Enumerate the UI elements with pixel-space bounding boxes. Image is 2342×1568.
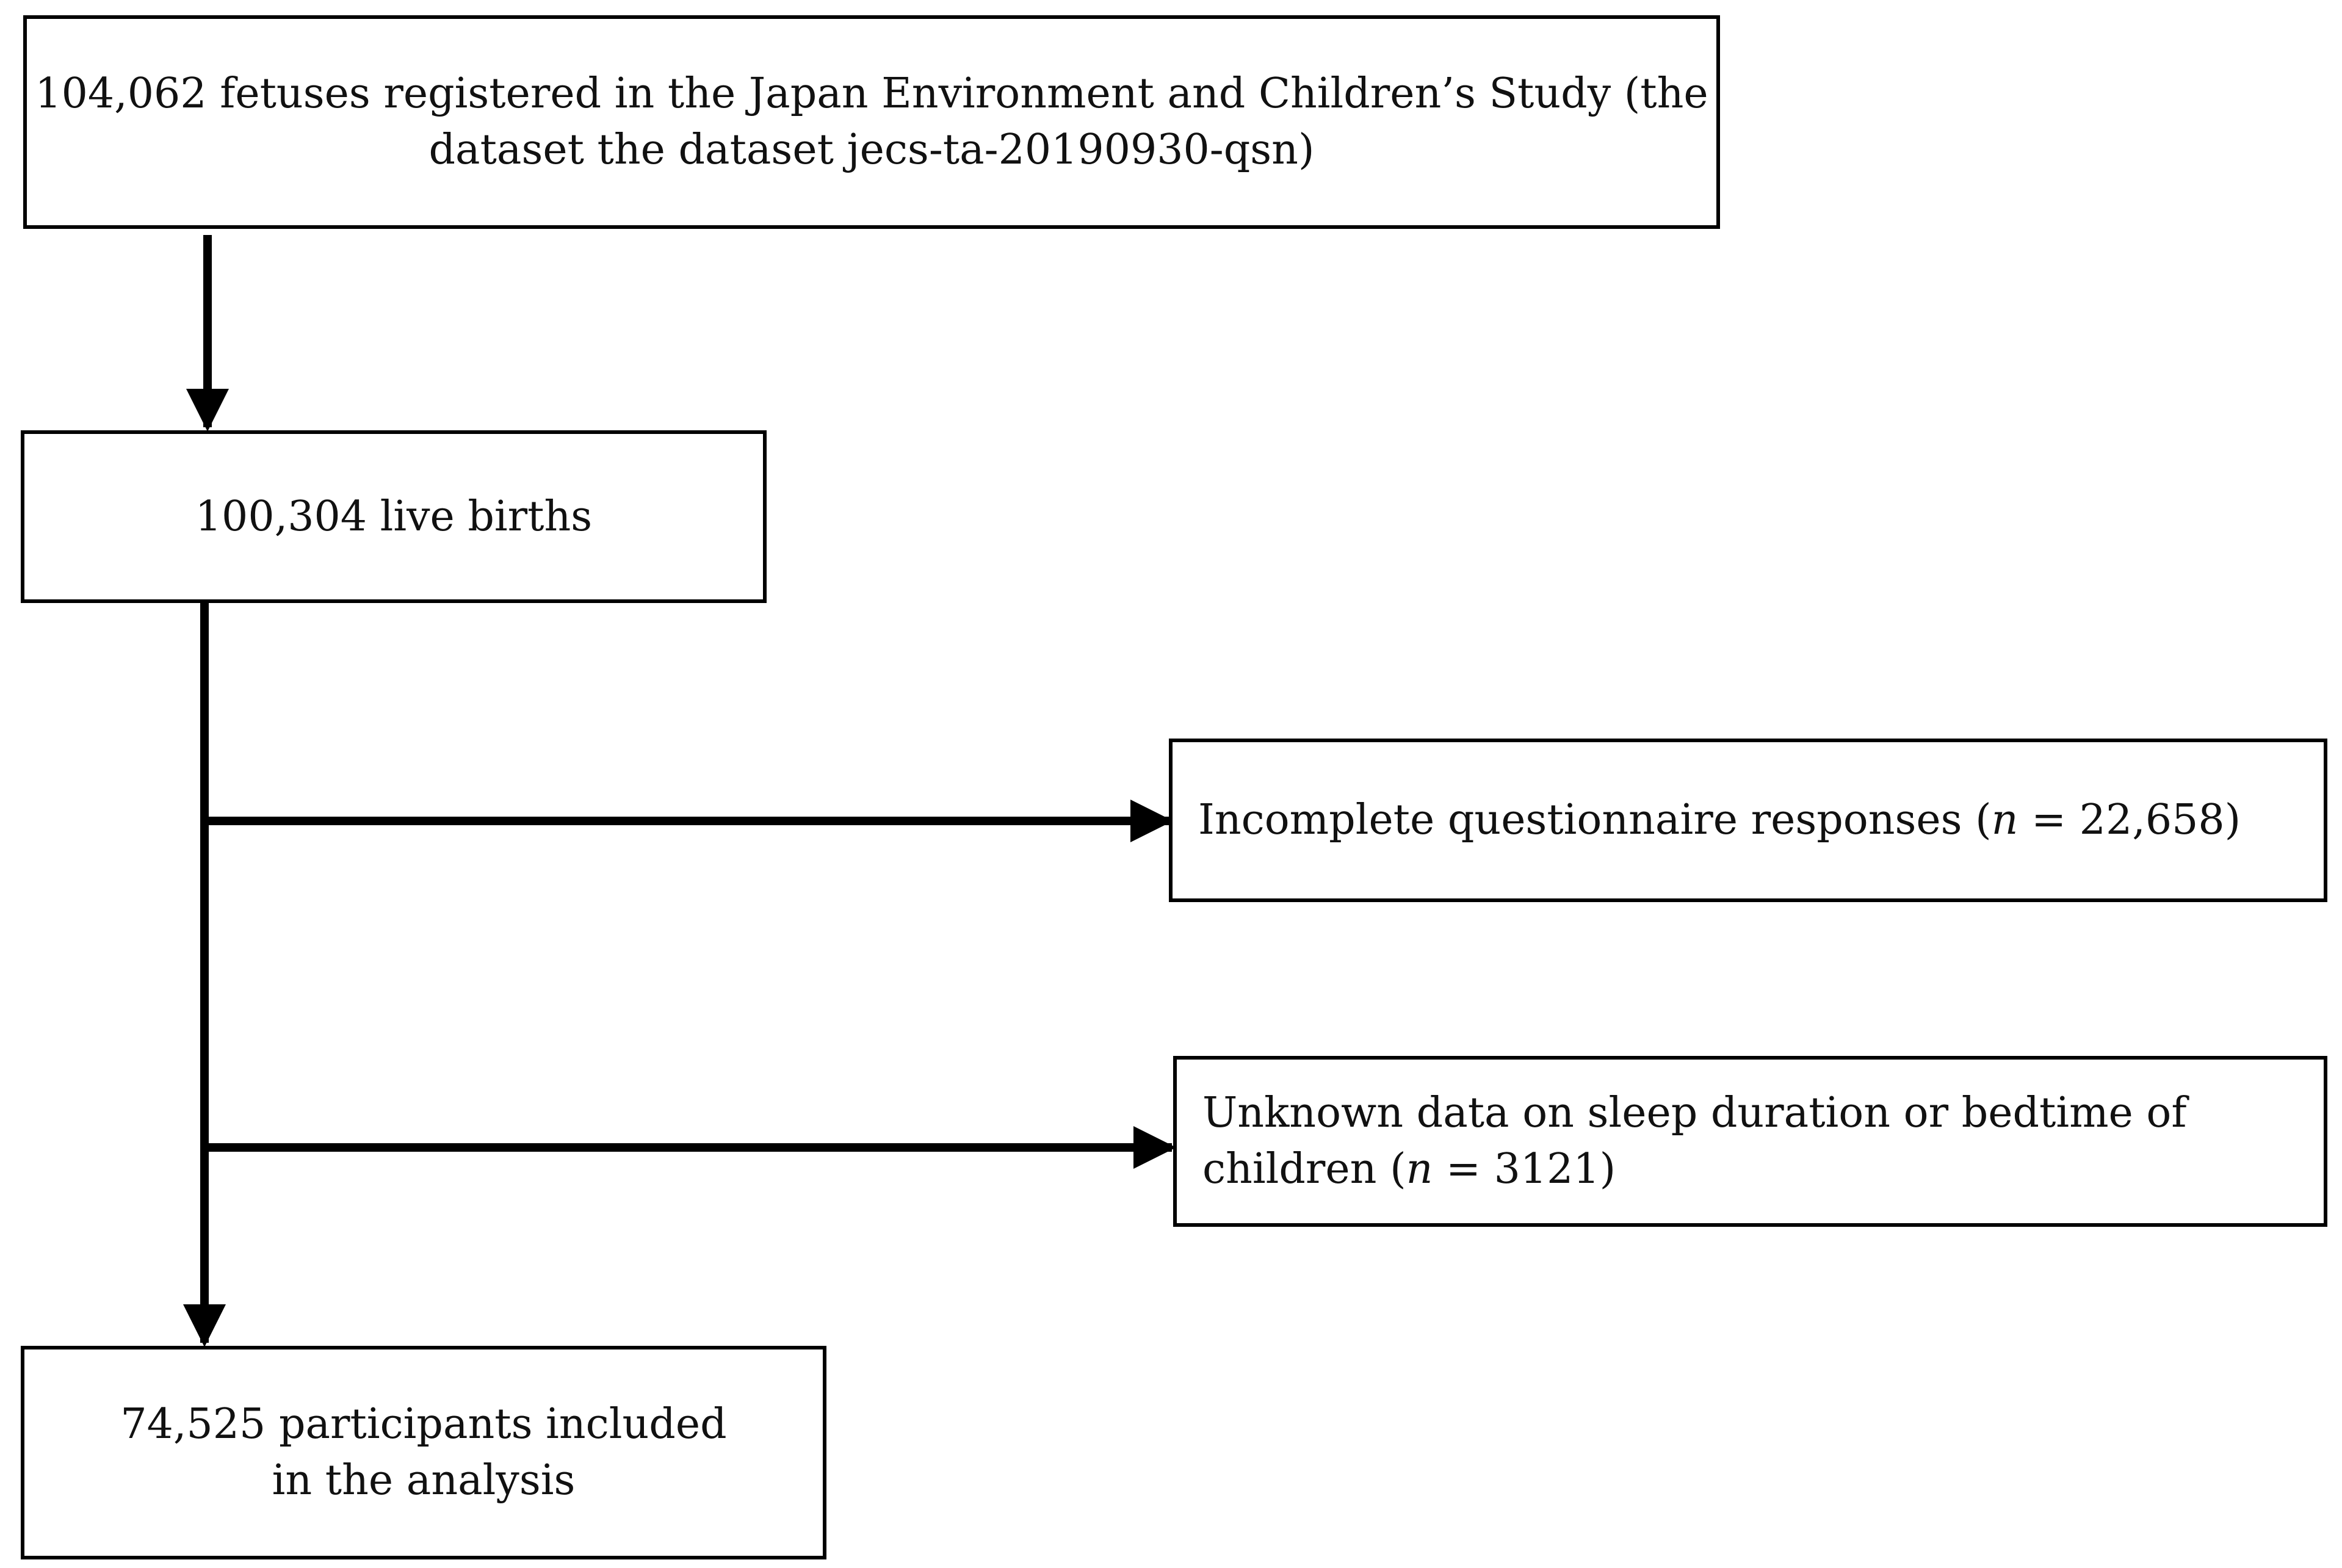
unknown-sleep-data-line-1: Unknown data on sleep duration or bedtime of: [1202, 1089, 2187, 1137]
live-births-box: [21, 430, 767, 603]
registered-fetuses-box: [23, 15, 1720, 229]
unknown-sleep-data-count: = 3121): [1433, 1145, 1616, 1193]
incomplete-questionnaire-prefix: Incomplete questionnaire responses (: [1198, 796, 1992, 844]
live-births-text: 100,304 live births: [195, 492, 593, 541]
incomplete-questionnaire-box: [1169, 739, 2327, 902]
incomplete-questionnaire-count: = 22,658): [2018, 796, 2241, 844]
unknown-sleep-data-n-symbol: n: [1406, 1145, 1433, 1193]
included-participants-line-2: in the analysis: [272, 1456, 576, 1505]
unknown-sleep-data-line-2: [1202, 1141, 1616, 1198]
registered-fetuses-line-1: 104,062 fetuses registered in the Japan Environment and Children’s Study (the: [35, 70, 1708, 118]
included-participants-line-1: 74,525 participants included: [120, 1400, 727, 1448]
incomplete-questionnaire-n-symbol: n: [1991, 796, 2019, 844]
registered-fetuses-line-2: dataset the dataset jecs-ta-20190930-qsn): [428, 126, 1315, 174]
incomplete-questionnaire-text: [1198, 792, 2241, 848]
unknown-sleep-data-prefix: children (: [1202, 1145, 1406, 1193]
unknown-sleep-data-box: [1173, 1056, 2327, 1227]
included-participants-box: [21, 1346, 826, 1559]
